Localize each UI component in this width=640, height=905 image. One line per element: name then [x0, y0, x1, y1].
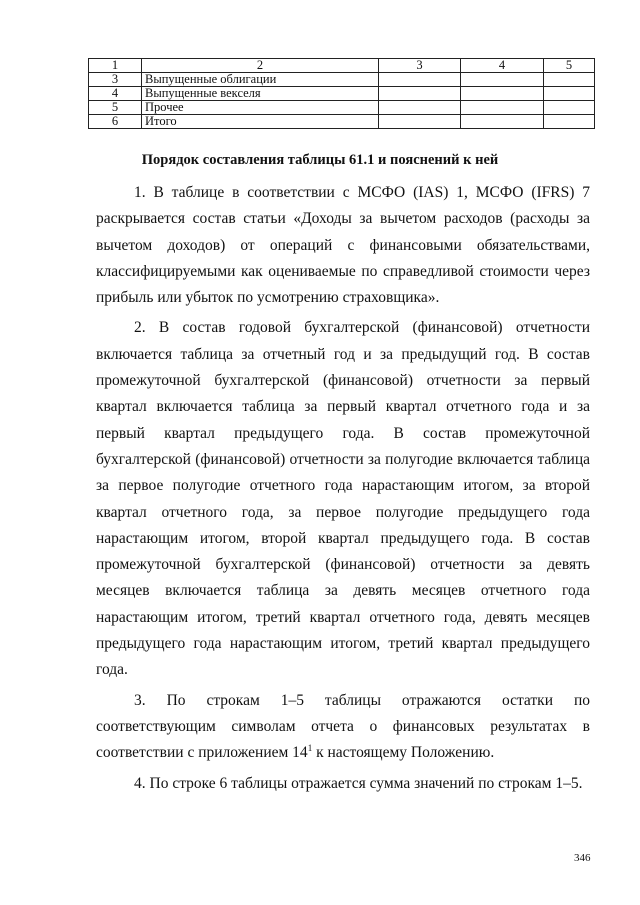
header-cell: 3: [379, 59, 461, 73]
header-cell: 4: [461, 59, 544, 73]
table-cell: [379, 115, 461, 129]
paragraph-1: 1. В таблице в соответствии с МСФО (IAS) 1, МСФО (IFRS) 7 раскрывается состав статьи «Доходы за вычетом расходов (расходы за вычетом доходов) от операций с финансовыми обязательствами, классифицируемыми как оцениваемые по справедливой стоимости через прибыль или убыток по усмотрению страховщика».: [96, 184, 590, 307]
paragraph-4: 4. По строке 6 таблицы отражается сумма значений по строкам 1–5.: [134, 774, 583, 792]
header-cell: 5: [544, 59, 595, 73]
page-number: 346: [574, 852, 591, 864]
table-cell: [461, 115, 544, 129]
table-cell: [461, 101, 544, 115]
table-row: [89, 73, 595, 87]
header-cell: 2: [142, 59, 379, 73]
table-row: [89, 115, 595, 129]
footnote-superscript: 1: [307, 743, 313, 754]
paragraph-3-tail: к настоящему Положению.: [312, 744, 495, 762]
row-label: Прочее: [142, 101, 379, 115]
header-cell: 1: [89, 59, 142, 73]
data-table: [88, 58, 595, 129]
row-label: Выпущенные облигации: [142, 73, 379, 87]
table-cell: [544, 115, 595, 129]
section-heading: Порядок составления таблицы 61.1 и пояснений к ней: [141, 152, 499, 168]
table-cell: [544, 87, 595, 101]
paragraph-3-text: 3. По строкам 1–5 таблицы отражаются остатки по соответствующим символам отчета о финансовых результатах в соответствии с приложением 14: [96, 691, 590, 762]
table-cell: [461, 73, 544, 87]
body-text: [96, 180, 590, 801]
table-cell: [544, 101, 595, 115]
table-cell: [379, 73, 461, 87]
row-label: Выпущенные векселя: [142, 87, 379, 101]
row-number: 6: [89, 115, 142, 129]
table-cell: [379, 87, 461, 101]
table-cell: [379, 101, 461, 115]
table-cell: [461, 87, 544, 101]
row-number: 3: [89, 73, 142, 87]
paragraph-2: 2. В состав годовой бухгалтерской (финансовой) отчетности включается таблица за отчетный год и за предыдущий год. В состав промежуточной бухгалтерской (финансовой) отчетности за первый квартал включается таблица за первый квартал отчетного года и за первый квартал предыдущего года. В состав промежуточной бухгалтерской (финансовой) отчетности за полугодие включается таблица за первое полугодие отчетного года нарастающим итогом, за второй квартал отчетного года, за первое полугодие предыдущего года нарастающим итогом, второй квартал предыдущего года. В состав промежуточной бухгалтерской (финансовой) отчетности за девять месяцев включается таблица за девять месяцев отчетного года нарастающим итогом, третий квартал отчетного года, девять месяцев предыдущего года нарастающим итогом, третий квартал предыдущего года.: [96, 319, 590, 679]
row-number: 4: [89, 87, 142, 101]
table-header-row: [89, 59, 595, 73]
table-cell: [544, 73, 595, 87]
row-number: 5: [89, 101, 142, 115]
table-row: [89, 101, 595, 115]
row-label: Итого: [142, 115, 379, 129]
table-row: [89, 87, 595, 101]
paragraph-3: [96, 688, 590, 767]
